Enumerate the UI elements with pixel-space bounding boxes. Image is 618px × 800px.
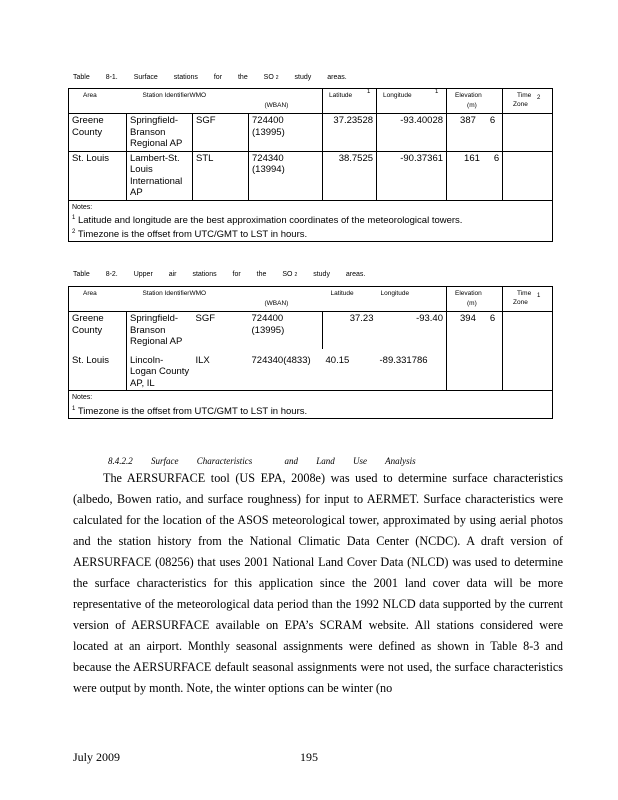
header-timezone: Time Zone 2 bbox=[503, 89, 553, 114]
body-text bbox=[73, 468, 563, 699]
cell-latitude: 37.23528 bbox=[323, 114, 377, 152]
upper-air-stations-table bbox=[68, 286, 553, 419]
caption-word: 8-1. bbox=[105, 74, 118, 81]
table-row bbox=[69, 312, 553, 349]
cell-wmo: 724400 (13995) bbox=[249, 312, 323, 349]
cell-station-name: Lincoln-Logan County AP, IL bbox=[127, 349, 193, 391]
cell-timezone bbox=[503, 312, 553, 349]
header-timezone: Time Zone 1 bbox=[503, 287, 553, 312]
header-latitude: Latitude 1 bbox=[323, 89, 377, 114]
cell-wmo: 724400 (13995) bbox=[249, 114, 323, 152]
cell-longitude: -90.37361 bbox=[377, 151, 447, 200]
caption-word: air bbox=[168, 271, 177, 278]
cell-area: Greene County bbox=[69, 114, 127, 152]
caption-word: study bbox=[313, 271, 330, 278]
cell-station-name: Lambert-St. Louis International AP bbox=[127, 151, 193, 200]
caption-word: for bbox=[213, 74, 223, 81]
cell-latitude: 38.7525 bbox=[323, 151, 377, 200]
table-row bbox=[69, 114, 553, 152]
caption-word: SO bbox=[282, 271, 293, 278]
caption-word: Table bbox=[73, 271, 90, 278]
cell-station-id: STL bbox=[193, 151, 249, 200]
header-elevation: Elevation (m) bbox=[447, 287, 503, 312]
cell-station-id: SGF bbox=[193, 114, 249, 152]
cell-elevation: 394 6 bbox=[447, 312, 503, 349]
table-notes: Notes: $^1$ Latitude and longitude are the best approximation coordinates of the meteorological towers. $^2$ Timezone is the offset from UTC/GMT to LST in hours. bbox=[69, 200, 553, 242]
caption-word: Table bbox=[73, 74, 90, 81]
cell-wmo: 724340 (13994) bbox=[249, 151, 323, 200]
caption-subscript: 2 bbox=[275, 75, 279, 81]
table-8-1-caption bbox=[73, 74, 361, 81]
caption-word: stations bbox=[192, 271, 217, 278]
section-heading: 8.4.2.2 Surface Characteristics and Land Use Analysis bbox=[108, 456, 416, 466]
header-area: Area bbox=[69, 287, 127, 312]
cell-area: Greene County bbox=[69, 312, 127, 349]
table-header-row bbox=[69, 287, 553, 312]
cell-latitude: 37.23 bbox=[323, 312, 377, 349]
header-latitude: Latitude bbox=[323, 287, 377, 312]
caption-word: stations bbox=[173, 74, 198, 81]
header-area: Area bbox=[69, 89, 127, 114]
caption-word: study bbox=[294, 74, 312, 81]
page-number: 195 bbox=[300, 750, 318, 764]
caption-word: areas. bbox=[345, 271, 366, 278]
table-header-row bbox=[69, 89, 553, 114]
caption-subscript: 2 bbox=[294, 272, 298, 278]
cell-latitude: 40.15 bbox=[323, 349, 377, 391]
header-elevation: Elevation (m) bbox=[447, 89, 503, 114]
header-longitude: Longitude 1 bbox=[377, 89, 447, 114]
header-longitude: Longitude bbox=[377, 287, 447, 312]
paragraph: The AERSURFACE tool (US EPA, 2008e) was used to determine surface characteristics (albedo, Bowen ratio, and surface roughness) for input to AERMET. Surface characteristics were calculated for the location of the ASOS meteorological tower, approximated by using aerial photos and the station history from the National Climatic Data Center (NCDC). A draft version of AERSURFACE (08256) that uses 2001 National Land Cover Data (NLCD) was used to determine the surface characteristics for this application since the 2001 land cover data will be more representative of the meteorological data period than the 1992 NLCD data supported by the current version of AERSURFACE available on EPA’s SCRAM website. All stations considered were located at an airport. Monthly seasonal assignments were defined as shown in Table 8-3 and because the AERSURFACE default seasonal assignments were not used, the surface characteristics were output by month. Note, the winter options can be winter (no bbox=[73, 471, 563, 695]
caption-word: areas. bbox=[327, 74, 347, 81]
table-notes-row bbox=[69, 391, 553, 419]
caption-word: SO bbox=[263, 74, 274, 81]
table-8-2-caption bbox=[73, 271, 379, 278]
cell-elevation bbox=[447, 349, 503, 391]
cell-timezone bbox=[503, 114, 553, 152]
cell-timezone bbox=[503, 151, 553, 200]
surface-stations-table bbox=[68, 88, 553, 242]
table-notes: Notes: $^1$ Timezone is the offset from UTC/GMT to LST in hours. bbox=[69, 391, 553, 419]
caption-word: the bbox=[237, 74, 248, 81]
cell-timezone bbox=[503, 349, 553, 391]
table-notes-row bbox=[69, 200, 553, 242]
footer-date: July 2009 bbox=[73, 750, 121, 764]
cell-station-id: ILX bbox=[193, 349, 249, 391]
caption-word: the bbox=[256, 271, 267, 278]
cell-elevation: 387 6 bbox=[447, 114, 503, 152]
caption-word: for bbox=[232, 271, 241, 278]
table-row bbox=[69, 151, 553, 200]
caption-word: 8-2. bbox=[105, 271, 118, 278]
caption-word: Upper bbox=[133, 271, 153, 278]
cell-longitude: -89.331786 bbox=[377, 349, 447, 391]
cell-area: St. Louis bbox=[69, 151, 127, 200]
cell-longitude: -93.40028 bbox=[377, 114, 447, 152]
cell-wmo: 724340(4833) bbox=[249, 349, 323, 391]
caption-word: Surface bbox=[133, 74, 158, 81]
cell-station-name: Springfield-Branson Regional AP bbox=[127, 312, 193, 349]
cell-longitude: -93.40 bbox=[377, 312, 447, 349]
cell-elevation: 161 6 bbox=[447, 151, 503, 200]
header-station: Station IdentifierWMO (WBAN) bbox=[127, 89, 323, 114]
cell-station-id: SGF bbox=[193, 312, 249, 349]
cell-area: St. Louis bbox=[69, 349, 127, 391]
table-row bbox=[69, 349, 553, 391]
header-station: Station IdentifierWMO (WBAN) bbox=[127, 287, 323, 312]
cell-station-name: Springfield-Branson Regional AP bbox=[127, 114, 193, 152]
